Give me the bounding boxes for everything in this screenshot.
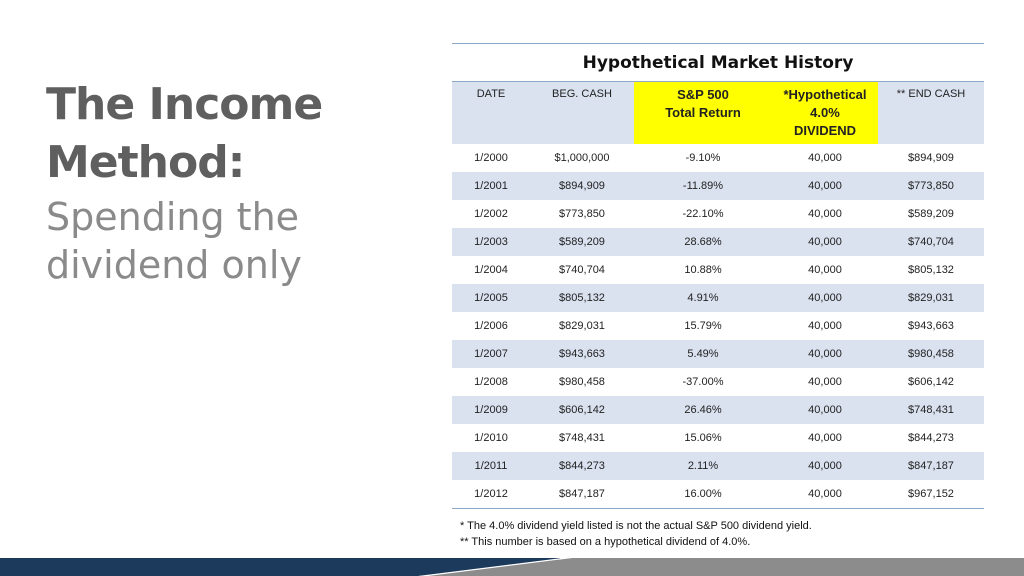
end-cash-cell: $847,187 <box>878 452 984 480</box>
end-cash-cell: $829,031 <box>878 284 984 312</box>
date-cell: 1/2012 <box>452 480 530 509</box>
beg-cash-cell: $943,663 <box>530 340 634 368</box>
beg-cash-cell: $1,000,000 <box>554 151 610 164</box>
sp500-return-cell: 5.49% <box>634 340 772 368</box>
heading-line-2: Method: <box>46 137 245 188</box>
beg-cash-cell: $847,187 <box>530 480 634 509</box>
dividend-cell: 40,000 <box>772 396 878 424</box>
header-date: DATE <box>452 82 530 144</box>
date-cell: 1/2010 <box>474 431 508 444</box>
beg-cash-cell: $748,431 <box>559 431 605 444</box>
table-row <box>452 368 984 396</box>
market-history-table-block <box>452 43 984 509</box>
end-cash-cell: $805,132 <box>908 263 954 276</box>
table-row <box>452 452 984 480</box>
market-history-table <box>452 81 984 509</box>
header-sp500-total-return <box>634 82 772 144</box>
beg-cash-cell: $589,209 <box>530 228 634 256</box>
end-cash-cell: $773,850 <box>878 172 984 200</box>
header-div-line-1: *Hypothetical <box>783 87 867 102</box>
end-cash-cell: $844,273 <box>908 431 954 444</box>
beg-cash-cell: $606,142 <box>530 396 634 424</box>
end-cash-cell: $980,458 <box>878 340 984 368</box>
end-cash-cell: $748,431 <box>878 396 984 424</box>
date-cell: 1/2005 <box>452 284 530 312</box>
end-cash-cell: $606,142 <box>908 375 954 388</box>
table-row <box>452 340 984 368</box>
dividend-cell: 40,000 <box>808 207 842 220</box>
table-row <box>452 228 984 256</box>
table-row <box>452 480 984 509</box>
sp500-return-cell: 26.46% <box>634 396 772 424</box>
header-sp500-line-2: Total Return <box>665 105 741 120</box>
date-cell: 1/2002 <box>474 207 508 220</box>
footnote-1: * The 4.0% dividend yield listed is not the actual S&P 500 dividend yield. <box>460 520 812 532</box>
beg-cash-cell: $773,850 <box>559 207 605 220</box>
end-cash-cell: $943,663 <box>908 319 954 332</box>
table-row <box>452 284 984 312</box>
heading-line-1: The Income <box>46 79 323 130</box>
date-cell: 1/2003 <box>452 228 530 256</box>
end-cash-cell: $589,209 <box>908 207 954 220</box>
dividend-cell: 40,000 <box>772 480 878 509</box>
date-cell: 1/2000 <box>474 151 508 164</box>
sp500-return-cell: -22.10% <box>682 207 724 220</box>
table-row <box>452 144 984 172</box>
dividend-cell: 40,000 <box>808 151 842 164</box>
table-title: Hypothetical Market History <box>582 53 854 73</box>
footnote-2: ** This number is based on a hypothetical dividend of 4.0%. <box>460 536 751 548</box>
dividend-cell: 40,000 <box>772 452 878 480</box>
sp500-return-cell: 2.11% <box>634 452 772 480</box>
dividend-cell: 40,000 <box>772 340 878 368</box>
heading-line-4: dividend only <box>46 243 302 287</box>
date-cell: 1/2008 <box>474 375 508 388</box>
dividend-cell: 40,000 <box>772 172 878 200</box>
footer-band <box>0 558 1024 576</box>
header-end-cash: ** END CASH <box>878 82 984 144</box>
header-beg-cash: BEG. CASH <box>530 82 634 144</box>
dividend-cell: 40,000 <box>772 284 878 312</box>
table-row <box>452 424 984 452</box>
table-body <box>452 144 984 509</box>
table-row <box>452 396 984 424</box>
date-cell: 1/2004 <box>474 263 508 276</box>
header-div-line-2: 4.0% <box>810 105 840 120</box>
dividend-cell: 40,000 <box>808 375 842 388</box>
header-sp500-line-1: S&P 500 <box>677 87 729 102</box>
dividend-cell: 40,000 <box>808 263 842 276</box>
end-cash-cell: $967,152 <box>878 480 984 509</box>
sp500-return-cell: -37.00% <box>682 375 724 388</box>
sp500-return-cell: 28.68% <box>634 228 772 256</box>
beg-cash-cell: $740,704 <box>559 263 605 276</box>
header-div-line-3: DIVIDEND <box>793 123 857 138</box>
beg-cash-cell: $805,132 <box>530 284 634 312</box>
sp500-return-cell: 10.88% <box>684 263 722 276</box>
date-cell: 1/2001 <box>452 172 530 200</box>
table-row <box>452 200 984 228</box>
beg-cash-cell: $980,458 <box>559 375 605 388</box>
beg-cash-cell: $894,909 <box>530 172 634 200</box>
header-hypothetical-dividend <box>772 82 878 144</box>
table-row <box>452 256 984 284</box>
slide-heading <box>46 76 426 288</box>
sp500-return-cell: -11.89% <box>634 172 772 200</box>
heading-line-3: Spending the <box>46 195 300 239</box>
dividend-cell: 40,000 <box>772 228 878 256</box>
table-header-row <box>452 82 984 144</box>
date-cell: 1/2011 <box>452 452 530 480</box>
beg-cash-cell: $844,273 <box>530 452 634 480</box>
sp500-return-cell: 16.00% <box>634 480 772 509</box>
sp500-return-cell: 4.91% <box>634 284 772 312</box>
dividend-cell: 40,000 <box>808 319 842 332</box>
date-cell: 1/2007 <box>452 340 530 368</box>
date-cell: 1/2006 <box>474 319 508 332</box>
beg-cash-cell: $829,031 <box>559 319 605 332</box>
end-cash-cell: $894,909 <box>908 151 954 164</box>
table-row <box>452 172 984 200</box>
dividend-cell: 40,000 <box>808 431 842 444</box>
end-cash-cell: $740,704 <box>878 228 984 256</box>
sp500-return-cell: 15.79% <box>684 319 722 332</box>
sp500-return-cell: -9.10% <box>685 151 721 164</box>
table-row <box>452 312 984 340</box>
footnotes <box>460 518 812 550</box>
date-cell: 1/2009 <box>452 396 530 424</box>
sp500-return-cell: 15.06% <box>684 431 722 444</box>
